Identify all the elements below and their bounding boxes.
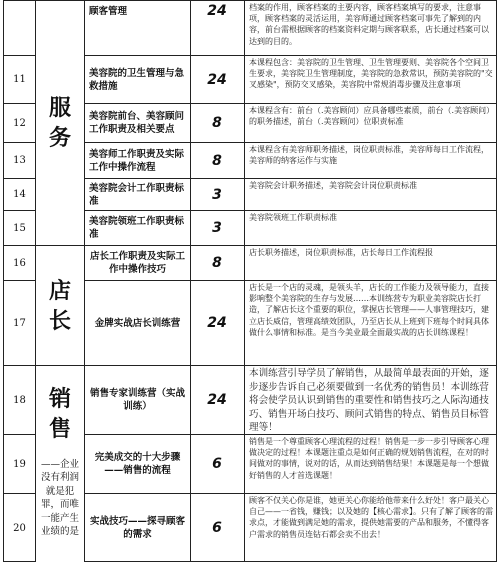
row-number: 14 [13,189,26,200]
course-title: 完美成交的十大步骤——销售的流程 [94,452,181,476]
category-service-label: 服务 [48,95,71,151]
course-hours: 24 [207,392,227,408]
row-number: 12 [13,117,26,129]
course-hours: 8 [212,255,222,271]
course-description: 本课程含有美容师职务描述，岗位职责标准，美容师每日工作流程，美容师的纳客运作与实施 [249,145,489,166]
row-number [4,1,35,55]
row-number: 11 [13,74,26,85]
course-hours: 24 [207,315,227,331]
course-title: 美容院前台、美容顾问工作职责及相关要点 [89,111,185,135]
course-description: 档案的作用，顾客档案的主要内容，顾客档案填写的要求，注意事项，顾客档案的灵活运用，美容师通过顾客档案可事先了解到的内容，前台需根据顾客的档案资料定期与顾客联系，店长通过档案可以达到的目的。 [249,3,489,46]
row-number: 15 [13,222,26,234]
course-description: 本训练营引导学员了解销售，从最简单最表面的开始，逐步逐步告诉自己必须要做到一名优秀的销售员！本训练营将会使学员认识到销售的重要性和销售技巧之人际沟通技巧、销售开场白技巧、顾问式销售的特点、销售员目标管理等！ [249,368,489,434]
course-description: 销售是一个尊重顾客心理流程的过程！销售是一步一步引导顾客心理做决定的过程！本课题注重点是如何正确的规划销售流程，在对的时间做对的事情，说对的话，从而达到销售结果！本课题是每一个想做好销售的人才首选课题！ [249,437,489,480]
course-title: 美容院领班工作职责标准 [89,216,185,240]
course-title: 实战技巧——探寻顾客的需求 [89,516,185,540]
sales-note: ——企业没有利润就是犯罪，而唯一能产生业绩的是 [40,459,79,538]
category-sales-label: 销售 [48,386,71,442]
category-cell-sales [36,366,84,562]
course-table [3,0,497,562]
course-hours: 8 [212,115,222,131]
course-description: 本课程包含：美容院的卫生管理、卫生管理要则、美容院各个空间卫生要求，美容院卫生管理制度，美容院的急救常识，预防美容院的"交叉感染"，预防交叉感染，美容院中常规消毒步骤及注意事项 [249,58,493,90]
course-hours: 24 [207,71,227,88]
course-hours: 8 [212,152,222,169]
course-title: 美容师工作职责及实际工作中操作流程 [89,148,185,173]
row-number: 18 [13,394,26,406]
row-number: 19 [13,458,26,470]
course-description: 美容院会计职务描述，美容院会计岗位职责标准 [249,181,417,190]
course-hours: 24 [207,3,227,19]
course-description: 顾客不仅关心你是谁，她更关心你能给他带来什么好处！客户最关心自己——一省钱，赚钱；以及她的【核心需求】。只有了解了顾客的需求点，才能做到满足她的需求，提供她需要的产品和服务，不懂得客户需求的销售员连钻石都会卖不出去！ [249,496,493,539]
course-description: 店长是一个店的灵魂，是领头羊，店长的工作能力及领导能力，直接影响整个美容院的生存与发展……本训练营专为职业美容院店长打造，了解店长这个重要的职位，掌握店长管理——人事管理技巧，建立店长威信，管理高绩效团队，乃至店长从上班到下班每个时间具体做什么事情和标准。是当今美业最全面最实战的店长训练课程！ [249,283,489,337]
course-title: 顾客管理 [89,5,128,17]
course-hours: 6 [212,456,222,472]
course-description: 本课程含有：前台（.美容顾问）应具备哪些素质，前台（.美容顾问）的职务描述，前台（.美容顾问）位职责标准 [249,106,491,127]
row-number: 20 [13,522,26,534]
course-hours: 6 [212,520,222,536]
course-title: 美容院的卫生管理与急救措施 [89,67,185,92]
course-title: 金牌实战店长训练营 [94,317,181,329]
row-number: 17 [13,317,26,329]
course-title: 销售专家训练营（实战训练） [89,388,185,412]
course-description: 美容院领班工作职责标准 [249,213,337,222]
category-cell-service [36,1,84,245]
category-manager-label: 店长 [48,277,71,334]
row-number: 13 [13,155,26,166]
row-number: 16 [13,257,26,269]
category-cell-manager [36,246,84,365]
course-hours: 3 [212,186,222,203]
course-title: 店长工作职责及实际工作中操作技巧 [89,251,185,275]
course-description: 店长职务描述，岗位职责标准，店长每日工作流程报 [249,248,433,257]
course-hours: 3 [212,220,222,236]
course-title: 美容院会计工作职责标准 [89,182,185,207]
